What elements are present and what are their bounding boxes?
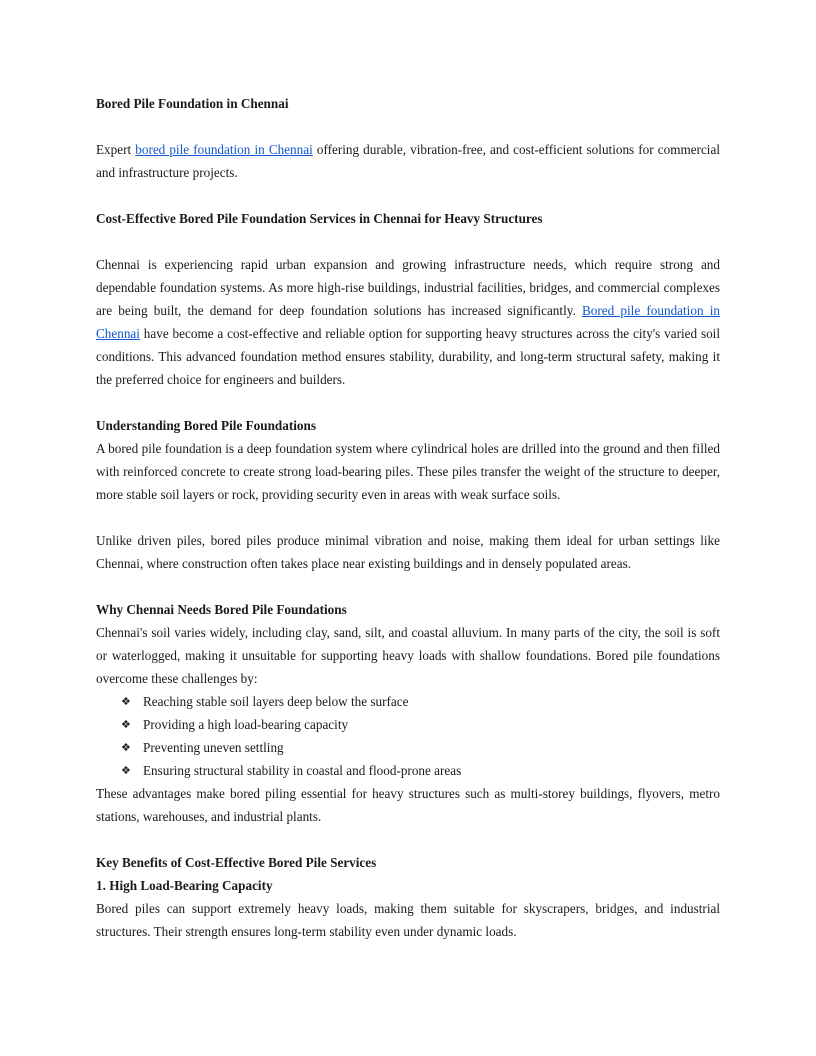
section3-paragraph-1: Chennai's soil varies widely, including clay, sand, silt, and coastal alluvium. In many parts of the city, the soil is soft or waterlogged, making it unsuitable for supporting heavy loads with shallow foundations. Bored pile foundations overcome these challenges by: xyxy=(96,625,720,686)
document-page xyxy=(96,92,720,943)
spacer xyxy=(96,391,720,414)
intro-text-before: Expert xyxy=(96,142,136,157)
document-title: Bored Pile Foundation in Chennai xyxy=(96,96,289,111)
spacer xyxy=(96,828,720,851)
section2-paragraph-1: A bored pile foundation is a deep foundation system where cylindrical holes are drilled into the ground and then filled with reinforced concrete to create strong load-bearing piles. These piles transfer the weight of the structure to deeper, more stable soil layers or rock, providing security even in areas with weak surface soils. xyxy=(96,441,720,502)
diamond-bullet-icon: ❖ xyxy=(121,718,131,731)
list-item xyxy=(121,690,720,713)
list-item-text: Reaching stable soil layers deep below the surface xyxy=(143,694,409,709)
section1-paragraph xyxy=(96,253,720,391)
section1-text-after: have become a cost-effective and reliable option for supporting heavy structures across the city's varied soil conditions. This advanced foundation method ensures stability, durability, and long-term structural safety, making it the preferred choice for engineers and builders. xyxy=(96,326,720,387)
diamond-bullet-icon: ❖ xyxy=(121,741,131,754)
section1-heading: Cost-Effective Bored Pile Foundation Services in Chennai for Heavy Structures xyxy=(96,211,543,226)
section2-heading: Understanding Bored Pile Foundations xyxy=(96,418,316,433)
spacer xyxy=(96,184,720,207)
section3-heading: Why Chennai Needs Bored Pile Foundations xyxy=(96,602,347,617)
section1-link[interactable]: Bored pile foundation in Chennai xyxy=(96,303,720,341)
spacer xyxy=(96,575,720,598)
section3-paragraph-2: These advantages make bored piling essential for heavy structures such as multi-storey buildings, flyovers, metro stations, warehouses, and industrial plants. xyxy=(96,786,720,824)
list-item-text: Providing a high load-bearing capacity xyxy=(143,717,349,732)
diamond-bullet-icon: ❖ xyxy=(121,764,131,777)
intro-link[interactable]: bored pile foundation in Chennai xyxy=(135,142,313,157)
section4-paragraph-1: Bored piles can support extremely heavy loads, making them suitable for skyscrapers, bridges, and industrial structures. Their strength ensures long-term stability even under dynamic loads. xyxy=(96,901,720,939)
list-item xyxy=(121,736,720,759)
diamond-bullet-icon: ❖ xyxy=(121,695,131,708)
list-item-text: Preventing uneven settling xyxy=(143,740,284,755)
list-item xyxy=(121,759,720,782)
section4-subheading: 1. High Load-Bearing Capacity xyxy=(96,878,273,893)
spacer xyxy=(96,230,720,253)
section1-text-before: Chennai is experiencing rapid urban expansion and growing infrastructure needs, which require strong and dependable foundation systems. As more high-rise buildings, industrial facilities, bridges, and commercial complexes are being built, the demand for deep foundation solutions has increased significantly. xyxy=(96,257,720,318)
spacer xyxy=(96,115,720,138)
bullet-list xyxy=(96,690,720,782)
intro-text-after: offering durable, vibration-free, and cost-efficient solutions for commercial and infrastructure projects. xyxy=(96,142,720,180)
list-item-text: Ensuring structural stability in coastal and flood-prone areas xyxy=(143,763,462,778)
section2-paragraph-2: Unlike driven piles, bored piles produce minimal vibration and noise, making them ideal for urban settings like Chennai, where construction often takes place near existing buildings and in densely populated areas. xyxy=(96,533,720,571)
list-item xyxy=(121,713,720,736)
spacer xyxy=(96,506,720,529)
intro-paragraph xyxy=(96,138,720,184)
section4-heading: Key Benefits of Cost-Effective Bored Pile Services xyxy=(96,855,377,870)
